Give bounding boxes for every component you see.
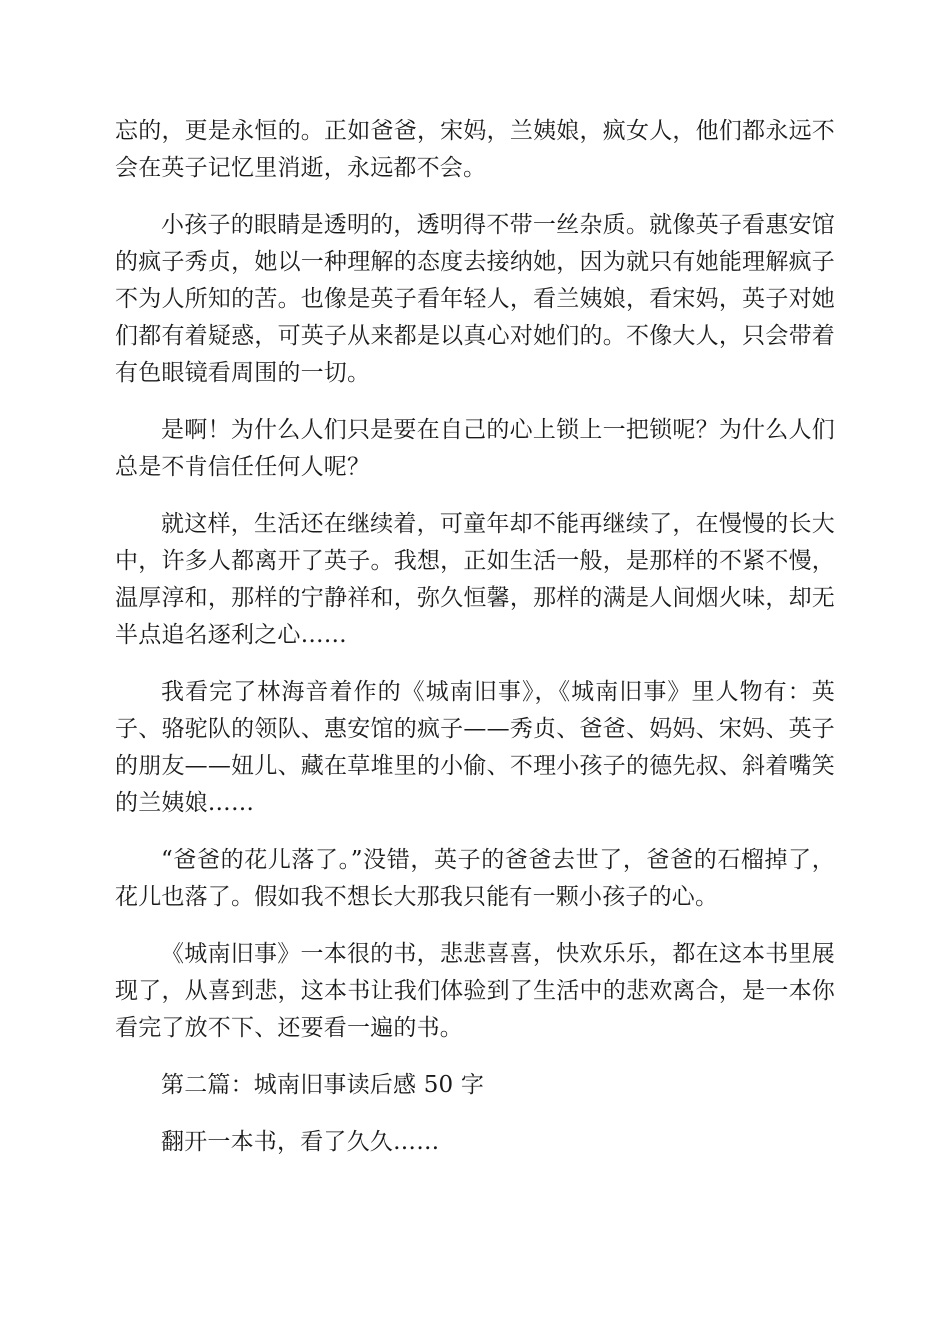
paragraph-continuation: 忘的，更是永恒的。正如爸爸，宋妈，兰姨娘，疯女人，他们都永远不会在英子记忆里消逝，永远都不会。 xyxy=(115,118,835,181)
paragraph-transparent-eyes: 小孩子的眼睛是透明的，透明得不带一丝杂质。就像英子看惠安馆的疯子秀贞，她以一种理解的态度去接纳她，因为就只有她能理解疯子不为人所知的苦。也像是英子看年轻人，看兰姨娘，看宋妈，英子对她们都有着疑惑，可英子从来都是以真心对她们的。不像大人，只会带着有色眼镜看周围的一切。 xyxy=(115,212,835,386)
paragraph-rhetorical-question: 是啊！为什么人们只是要在自己的心上锁上一把锁呢？为什么人们总是不肯信任任何人呢？ xyxy=(115,417,835,480)
paragraph-book-summary: 《城南旧事》一本很的书，悲悲喜喜，快欢乐乐，都在这本书里展现了，从喜到悲，这本书让我们体验到了生活中的悲欢离合，是一本你看完了放不下、还要看一遍的书。 xyxy=(115,941,835,1041)
paragraph-open-book: 翻开一本书，看了久久…… xyxy=(161,1129,440,1155)
paragraph-characters: 我看完了林海音着作的《城南旧事》，《城南旧事》里人物有：英子、骆驼队的领队、惠安馆的疯子——秀贞、爸爸、妈妈、宋妈、英子的朋友——妞儿、藏在草堆里的小偷、不理小孩子的德先叔、斜着嘴笑的兰姨娘…… xyxy=(115,679,835,816)
paragraph-father-flowers: “爸爸的花儿落了。”没错，英子的爸爸去世了，爸爸的石榴掉了，花儿也落了。假如我不想长大那我只能有一颗小孩子的心。 xyxy=(115,847,835,910)
document-page xyxy=(115,113,835,1181)
section-heading-second: 第二篇：城南旧事读后感 50 字 xyxy=(161,1072,485,1098)
paragraph-growing-up: 就这样，生活还在继续着，可童年却不能再继续了，在慢慢的长大中，许多人都离开了英子。我想，正如生活一般，是那样的不紧不慢，温厚淳和，那样的宁静祥和，弥久恒馨，那样的满是人间烟火味，却无半点追名逐利之心…… xyxy=(115,511,835,648)
